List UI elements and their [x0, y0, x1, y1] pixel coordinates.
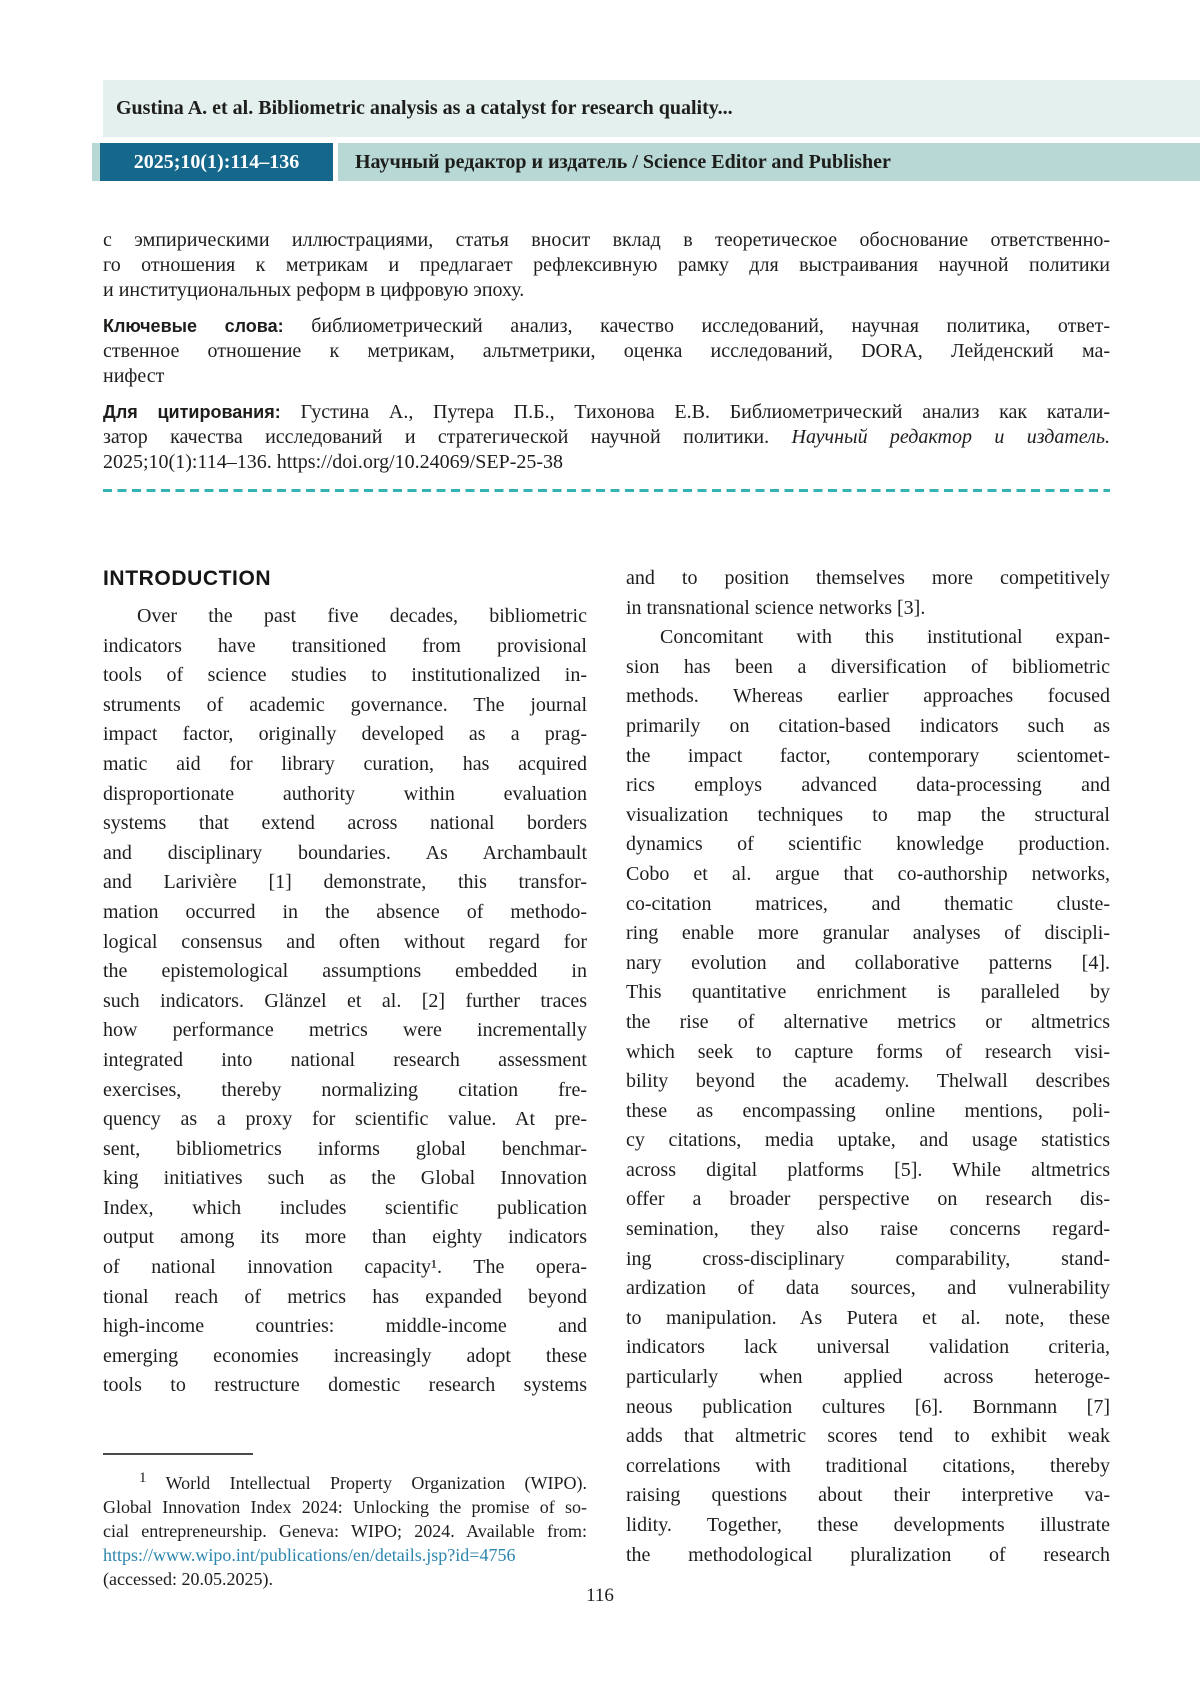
- text-line: methods. Whereas earlier approaches focused: [626, 685, 1110, 708]
- text-line: correlations with traditional citations, thereby: [626, 1454, 1110, 1477]
- keywords-line: ственное отношение к метрикам, альтметрики, оценка исследований, DORA, Лейденский ма-: [103, 340, 1110, 362]
- text-line: matic aid for library curation, has acquired: [103, 752, 587, 775]
- text-line: in transnational science networks [3].: [626, 596, 926, 619]
- left-column: [103, 564, 587, 1591]
- text-line: quency as a proxy for scientific value. At pre-: [103, 1108, 587, 1131]
- text-line: tools of science studies to institutionalized in-: [103, 664, 587, 687]
- footnote-rule: [103, 1453, 253, 1455]
- footnote-line: (accessed: 20.05.2025).: [103, 1569, 273, 1590]
- citation-line-doi: 2025;10(1):114–136. https://doi.org/10.24069/SEP-25-38: [103, 451, 564, 473]
- introduction-text-right: [626, 564, 1110, 1570]
- text-line: tools to restructure domestic research systems: [103, 1374, 587, 1397]
- text-line: impact factor, originally developed as a prag-: [103, 723, 587, 746]
- text-line: primarily on citation-based indicators such as: [626, 714, 1110, 737]
- text-line: mation occurred in the absence of methodo-: [103, 900, 587, 923]
- text-line: Concomitant with this institutional expan-: [660, 626, 1110, 649]
- text-line: and disciplinary boundaries. As Archambault: [103, 841, 587, 864]
- text-line: bility beyond the academy. Thelwall describes: [626, 1070, 1110, 1093]
- text-line: of national innovation capacity¹. The opera-: [103, 1256, 587, 1279]
- text-line: across digital platforms [5]. While altmetrics: [626, 1158, 1110, 1181]
- keywords-text: библиометрический анализ, качество исследований, научная политика, ответ-: [311, 315, 1110, 337]
- text-line: dynamics of scientific knowledge production.: [626, 833, 1110, 856]
- text-line: sion has been a diversification of bibliometric: [626, 655, 1110, 678]
- text-line: nary evolution and collaborative patterns [4].: [626, 951, 1110, 974]
- text-line: neous publication cultures [6]. Bornmann [7]: [626, 1395, 1110, 1418]
- issue-badge: 2025;10(1):114–136: [100, 143, 333, 181]
- text-line: This quantitative enrichment is paralleled by: [626, 981, 1110, 1004]
- footnote-text: World Intellectual Property Organization (WIPO).: [165, 1473, 587, 1494]
- footnote-line: Global Innovation Index 2024: Unlocking the promise of so-: [103, 1497, 587, 1518]
- text-line: го отношения к метрикам и предлагает рефлексивную рамку для выстраивания научной политики: [103, 254, 1110, 276]
- text-line: exercises, thereby normalizing citation fre-: [103, 1078, 587, 1101]
- text-line: the epistemological assumptions embedded in: [103, 960, 587, 983]
- introduction-heading: INTRODUCTION: [103, 567, 272, 590]
- text-line: adds that altmetric scores tend to exhibit weak: [626, 1425, 1110, 1448]
- text-line: the impact factor, contemporary scientomet-: [626, 744, 1110, 767]
- text-line: rics employs advanced data-processing and: [626, 774, 1110, 797]
- citation-line: [103, 400, 1110, 425]
- text-line: и институциональных реформ в цифровую эпоху.: [103, 279, 525, 301]
- text-line: offer a broader perspective on research dis-: [626, 1188, 1110, 1211]
- text-line: indicators have transitioned from provisional: [103, 634, 587, 657]
- text-line: emerging economies increasingly adopt these: [103, 1344, 587, 1367]
- text-line: visualization techniques to map the structural: [626, 803, 1110, 826]
- citation-text: затор качества исследований и стратегической научной политики.: [103, 426, 770, 448]
- citation-label: Для цитирования:: [103, 402, 281, 422]
- footnote-url-link[interactable]: https://www.wipo.int/publications/en/details.jsp?id=4756: [103, 1545, 516, 1566]
- right-column: [626, 564, 1110, 1591]
- text-line: output among its more than eighty indicators: [103, 1226, 587, 1249]
- keywords-line: нифест: [103, 365, 165, 387]
- citation-journal-title: Научный редактор и издатель.: [791, 426, 1111, 448]
- text-line: tional reach of metrics has expanded beyond: [103, 1285, 587, 1308]
- text-line: Index, which includes scientific publication: [103, 1196, 587, 1219]
- text-line: ing cross-disciplinary comparability, stand-: [626, 1247, 1110, 1270]
- text-line: indicators lack universal validation criteria,: [626, 1336, 1110, 1359]
- keywords-label: Ключевые слова:: [103, 316, 284, 336]
- footnote-line: [103, 1543, 587, 1567]
- text-line: the rise of alternative metrics or altmetrics: [626, 1010, 1110, 1033]
- text-line: logical consensus and often without regard for: [103, 930, 587, 953]
- text-line: ring enable more granular analyses of discipli-: [626, 922, 1110, 945]
- text-line: Over the past five decades, bibliometric: [137, 605, 587, 627]
- text-line: integrated into national research assessment: [103, 1048, 587, 1071]
- journal-bar: [92, 143, 1200, 181]
- running-head-text: Gustina A. et al. Bibliometric analysis as a catalyst for research quality...: [116, 97, 733, 119]
- text-line: the methodological pluralization of research: [626, 1543, 1110, 1566]
- text-line: particularly when applied across heteroge-: [626, 1366, 1110, 1389]
- text-line: raising questions about their interpretive va-: [626, 1484, 1110, 1507]
- footnote-marker: 1: [139, 1470, 147, 1487]
- citation-paragraph: [103, 400, 1110, 475]
- footnote-line: cial entrepreneurship. Geneva: WIPO; 2024. Available from:: [103, 1521, 587, 1542]
- introduction-text-left: [103, 602, 587, 1401]
- running-head-band: [103, 80, 1200, 137]
- text-line: Cobo et al. argue that co-authorship networks,: [626, 862, 1110, 885]
- text-line: semination, they also raise concerns regard-: [626, 1218, 1110, 1241]
- text-line: sent, bibliometrics informs global benchmar-: [103, 1137, 587, 1160]
- keywords-line: [103, 314, 1110, 339]
- text-line: to manipulation. As Putera et al. note, these: [626, 1306, 1110, 1329]
- keywords-paragraph: [103, 314, 1110, 389]
- text-line: and Larivière [1] demonstrate, this transfor-: [103, 871, 587, 894]
- bar-accent-sliver: [92, 143, 100, 181]
- footnote: [103, 1453, 587, 1591]
- text-line: high-income countries: middle-income and: [103, 1315, 587, 1338]
- text-line: cy citations, media uptake, and usage statistics: [626, 1129, 1110, 1152]
- text-line: с эмпирическими иллюстрациями, статья вносит вклад в теоретическое обоснование ответственно-: [103, 229, 1110, 251]
- journal-name-bar: [338, 143, 1200, 181]
- journal-name-text: Научный редактор и издатель / Science Editor and Publisher: [355, 150, 891, 173]
- page-number: 116: [586, 1585, 614, 1606]
- text-line: systems that extend across national borders: [103, 812, 587, 835]
- text-line: disproportionate authority within evaluation: [103, 782, 587, 805]
- text-line: and to position themselves more competitively: [626, 567, 1110, 589]
- footnote-line: [103, 1466, 587, 1495]
- citation-line: [103, 425, 1110, 450]
- text-line: ardization of data sources, and vulnerability: [626, 1277, 1110, 1300]
- text-line: these as encompassing online mentions, poli-: [626, 1099, 1110, 1122]
- citation-text: Густина А., Путера П.Б., Тихонова Е.В. Библиометрический анализ как катали-: [300, 401, 1111, 423]
- text-line: co-citation matrices, and thematic cluste-: [626, 892, 1110, 915]
- text-line: king initiatives such as the Global Innovation: [103, 1167, 587, 1190]
- article-columns: [103, 564, 1110, 1591]
- text-line: lidity. Together, these developments illustrate: [626, 1514, 1110, 1536]
- text-line: which seek to capture forms of research visi-: [626, 1040, 1110, 1063]
- abstract-paragraph: [103, 228, 1110, 303]
- text-line: such indicators. Glänzel et al. [2] further traces: [103, 989, 587, 1012]
- dashed-separator: [103, 489, 1110, 492]
- text-line: struments of academic governance. The journal: [103, 693, 587, 716]
- text-line: how performance metrics were incrementally: [103, 1019, 587, 1042]
- page-content: [103, 228, 1110, 1591]
